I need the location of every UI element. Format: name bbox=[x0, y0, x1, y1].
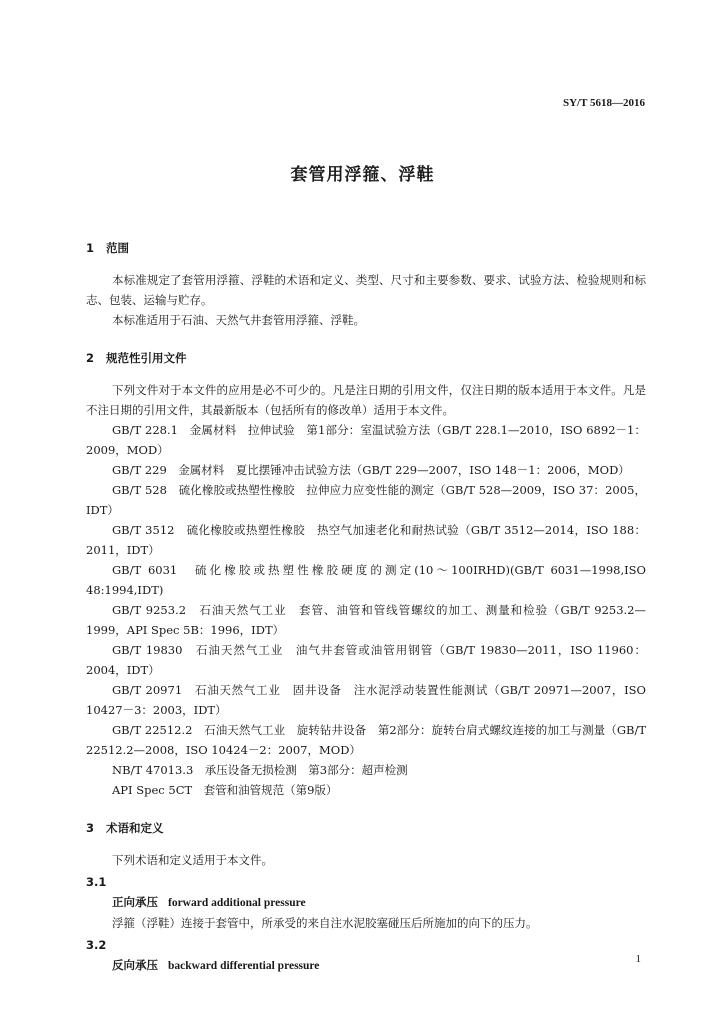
reference-item: NB/T 47013.3 承压设备无损检测 第3部分：超声检测 bbox=[112, 763, 408, 777]
reference-item: GB/T 228.1 金属材料 拉伸试验 第1部分：室温试验方法（GB/T 228.1—2010，ISO 6892－1：2009，MOD） bbox=[86, 423, 646, 457]
term-name-en: forward additional pressure bbox=[168, 897, 306, 909]
reference-item: GB/T 19830 石油天然气工业 油气井套管或油管用钢管（GB/T 19830—2011，ISO 11960：2004，IDT） bbox=[86, 643, 646, 677]
document-body bbox=[86, 238, 646, 976]
standard-code: SY/T 5618—2016 bbox=[562, 97, 645, 109]
term-name bbox=[86, 955, 646, 976]
paragraph: 下列文件对于本文件的应用是必不可少的。凡是注日期的引用文件，仅注日期的版本适用于本文件。凡是不注日期的引用文件，其最新版本（包括所有的修改单）适用于本文件。 bbox=[86, 383, 646, 417]
term-name-zh: 反向承压 bbox=[112, 958, 158, 972]
section-heading-scope bbox=[86, 238, 646, 258]
reference-item: GB/T 528 硫化橡胶或热塑性橡胶 拉伸应力应变性能的测定（GB/T 528—2009，ISO 37：2005，IDT） bbox=[86, 483, 646, 517]
page-number: 1 bbox=[635, 953, 641, 965]
section-title: 范围 bbox=[106, 241, 129, 255]
reference-item: GB/T 229 金属材料 夏比摆锤冲击试验方法（GB/T 229—2007，ISO 148－1：2006，MOD） bbox=[112, 463, 630, 477]
term-number: 3.1 bbox=[86, 875, 107, 889]
reference-item: GB/T 20971 石油天然气工业 固井设备 注水泥浮动装置性能测试（GB/T 20971—2007，ISO 10427－3：2003，IDT） bbox=[86, 683, 646, 717]
section-title: 术语和定义 bbox=[106, 821, 164, 835]
reference-item: GB/T 9253.2 石油天然气工业 套管、油管和管线管螺纹的加工、测量和检验（GB/T 9253.2—1999，API Spec 5B：1996，IDT） bbox=[86, 603, 646, 637]
term-definition: 浮箍（浮鞋）连接于套管中，所承受的来自注水泥胶塞碰压后所施加的向下的压力。 bbox=[112, 916, 538, 930]
paragraph: 本标准规定了套管用浮箍、浮鞋的术语和定义、类型、尺寸和主要参数、要求、试验方法、检验规则和标志、包装、运输与贮存。 bbox=[86, 273, 646, 307]
reference-item: GB/T 3512 硫化橡胶或热塑性橡胶 热空气加速老化和耐热试验（GB/T 3512—2014，ISO 188：2011，IDT） bbox=[86, 523, 646, 557]
section-heading-terms-definitions bbox=[86, 818, 646, 838]
term-number: 3.2 bbox=[86, 938, 107, 952]
term-name bbox=[86, 892, 646, 913]
section-heading-normative-references bbox=[86, 348, 646, 368]
section-number: 1 bbox=[86, 241, 95, 255]
reference-item: GB/T 22512.2 石油天然气工业 旋转钻井设备 第2部分：旋转台肩式螺纹连接的加工与测量（GB/T 22512.2—2008，ISO 10424－2：2007，MOD） bbox=[86, 723, 646, 757]
section-number: 2 bbox=[86, 351, 95, 365]
document-title: 套管用浮箍、浮鞋 bbox=[290, 165, 435, 185]
reference-item: GB/T 6031 硫化橡胶或热塑性橡胶硬度的测定(10～100IRHD)(GB/T 6031—1998,ISO 48:1994,IDT) bbox=[86, 563, 646, 597]
section-number: 3 bbox=[86, 821, 95, 835]
section-title: 规范性引用文件 bbox=[106, 351, 187, 365]
term-name-zh: 正向承压 bbox=[112, 895, 158, 909]
term-name-en: backward differential pressure bbox=[168, 960, 320, 972]
paragraph: 下列术语和定义适用于本文件。 bbox=[112, 853, 273, 867]
reference-item: API Spec 5CT 套管和油管规范（第9版） bbox=[112, 783, 338, 797]
paragraph: 本标准适用于石油、天然气井套管用浮箍、浮鞋。 bbox=[112, 313, 365, 327]
